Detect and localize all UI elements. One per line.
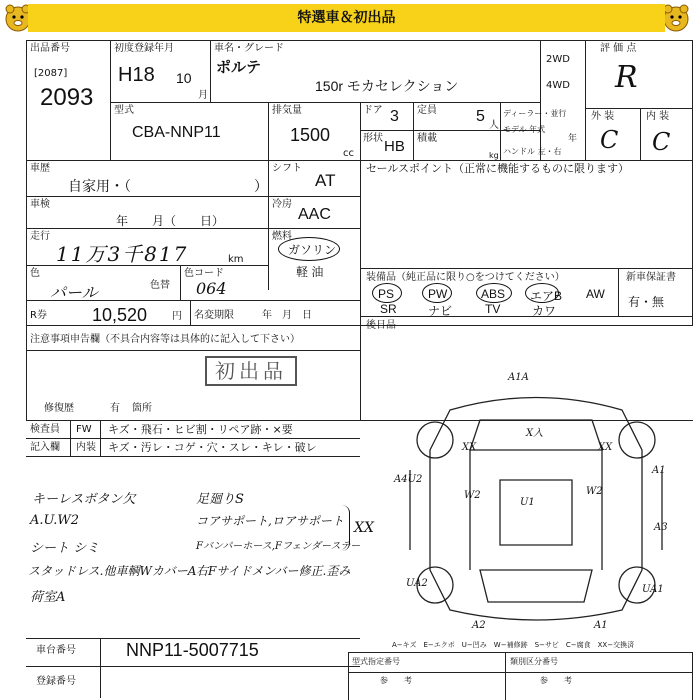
handle-label: ハンドル 左・右 [503,147,562,156]
mark-rear-right: A1 [594,620,608,631]
inspection-fields: 年 月（ 日） [116,214,225,228]
lot-number: 2093 [40,84,94,111]
warranty-label: 新車保証書 [626,272,676,283]
ac-value: AAC [298,206,331,223]
bottom-right-1: 類別区分番号 [510,657,558,666]
entry-label: 記入欄 [30,442,60,453]
notes-header: 注意事項申告欄（不具合内容等は具体的に記入して下さい） [30,334,300,345]
color-value: パール [50,283,98,302]
reg-month: 10 [176,70,192,86]
mark-right-front: XX [598,442,613,453]
name-label: 車名・グレード [214,43,284,54]
drive-2wd: 2WD [546,54,570,65]
repair-place: 箇所 [132,403,152,414]
shift-value: AT [315,171,336,190]
mark-rear-left: A2 [472,620,486,631]
note-line-4: スタッドレス.他車輌WカバーA [28,564,197,578]
fuel-label: 燃料 [272,231,292,242]
displacement-unit: cc [343,148,354,159]
name-change-label: 名変期限 [194,310,234,321]
color-code-label: 色コード [184,268,224,279]
ps-circle [372,283,402,303]
register-label: 登録番号 [36,676,76,687]
reg-month-unit: 月 [198,90,208,101]
stamp-text: 初出品 [215,359,287,383]
abs-circle [476,283,512,303]
brace-mark [342,505,350,551]
pw-circle [422,283,452,303]
equipment-navi: ナビ [428,304,453,318]
mark-left-front: XX [462,442,477,453]
model-label: 型式 [114,105,134,116]
inspect-fw: FW [76,424,92,435]
bottom-left-1: 型式指定番号 [352,657,400,666]
history-value: 自家用・（ [68,178,131,194]
reg-era: H18 [118,64,155,86]
lot-label: 出品番号 [30,43,70,54]
interior-label: 内 装 [646,111,670,122]
lot-small: [2087] [34,68,68,79]
note-line-2: A.U.W2 [30,513,80,528]
load-unit: kg [489,151,499,160]
model-year-unit: 年 [568,134,578,144]
mileage-value: 11万3千817 [56,242,189,266]
grade: 150r モカセレクション [315,78,459,94]
note-line-1: キーレスボタン欠 [32,492,136,507]
mark-left-side: A4U2 [394,474,423,485]
body-label: 形状 [363,133,383,144]
banner-title: 特選車＆初出品 [28,4,665,32]
first-listing-stamp [205,356,297,386]
repair-value: 有 [110,403,120,414]
drive-4wd: 4WD [546,80,570,91]
capacity-label: 定員 [417,105,437,116]
note-right-2: コアサポート,ロアサポート [196,514,344,528]
mark-right-rear: UA1 [642,584,664,595]
shift-label: シフト [272,163,302,174]
equipment-label: 装備品（純正品に限り○をつけてください） [366,272,565,283]
displacement-value: 1500 [290,125,331,145]
capacity-unit: 人 [489,120,499,131]
note-right-1: 足廻りS [196,492,244,507]
mileage-unit: km [228,254,244,265]
mileage-label: 走行 [30,231,50,242]
name-change-fields: 年 月 日 [262,310,312,321]
inspect-items: キズ・飛石・ヒビ割・リペア跡・×要 [108,423,293,436]
sales-label: セールスポイント（正常に機能するものに限ります） [366,162,630,175]
mark-right-front-side: A1 [652,465,666,476]
bottom-right-2: 参 考 [540,676,572,685]
fuel-value: ガソリン [288,243,337,257]
warranty-value: 有・無 [628,295,665,309]
equipment-sr: SR [380,302,397,316]
mark-right-door: W2 [586,486,603,497]
model-value: CBA-NNP11 [132,124,221,141]
recycle-unit: 円 [172,311,182,322]
displacement-label: 排気量 [272,105,302,116]
ac-label: 冷房 [272,199,292,210]
xx-mark: XX [354,520,374,536]
exterior-label: 外 装 [591,111,615,122]
note-right-4: 右Fサイドメンバー修正.歪み [196,564,351,578]
model-year-label: モデル 年式 [503,125,546,134]
equipment-aw: AW [586,287,605,301]
mark-left-door: W2 [464,490,481,501]
reg-label: 初度登録年月 [114,43,174,54]
mark-right-side: A3 [654,522,668,533]
mark-roof: U1 [520,497,535,508]
equipment-airbag: エアB [530,289,563,303]
equipment-leather: カワ [532,304,557,318]
capacity-value: 5 [476,108,485,125]
color-code-value: 064 [196,279,227,298]
body-value: HB [384,138,405,155]
history-close: ） [254,178,268,194]
load-label: 積載 [417,133,437,144]
airbag-circle [525,283,559,303]
equipment-pw: PW [428,287,448,301]
car-name: ポルテ [216,59,262,76]
inspect-label: 検査員 [30,424,60,435]
interior-grade: C [652,128,671,156]
mark-center-front: X入 [526,428,544,439]
damage-legend: A−キズ E−エクボ U−凹み W−補修跡 S−サビ C−腐食 XX−交換済 [392,641,635,649]
doors-value: 3 [390,108,399,125]
color-name-label: 色替 [150,280,170,291]
equipment-tv: TV [485,302,501,316]
note-right-3: Fバンパーホース,Fフェンダーステー [196,541,361,552]
color-label: 色 [30,268,40,279]
entry-interior: 内装 [76,442,96,453]
equipment-ps: PS [378,287,395,301]
bottom-left-2: 参 考 [380,676,412,685]
after-label: 後日品 [366,320,396,331]
repair-label: 修復歴 [44,403,74,414]
rating-label: 評 価 点 [600,43,637,54]
note-line-3: シート シミ [30,541,100,556]
mark-left-rear: UA2 [406,578,428,589]
note-line-5: 荷室A [30,590,66,605]
exterior-grade: C [600,126,619,154]
chassis-label: 車台番号 [36,645,76,656]
mark-top: A1A [508,372,529,383]
entry-items: キズ・汚レ・コゲ・穴・スレ・キレ・破レ [108,441,317,454]
dealer-label: ディーラー・並行 [503,109,567,118]
recycle-label: R券 [30,310,47,321]
fuel-alt: 軽 油 [296,265,324,279]
inspection-label: 車検 [30,199,50,210]
chassis-value: NNP11-5007715 [126,640,259,660]
doors-label: ドア [363,105,383,116]
equipment-abs: ABS [481,287,506,301]
recycle-amount: 10,520 [92,305,148,325]
rating-value: R [615,60,638,95]
history-label: 車歴 [30,163,50,174]
car-damage-diagram [380,370,692,635]
